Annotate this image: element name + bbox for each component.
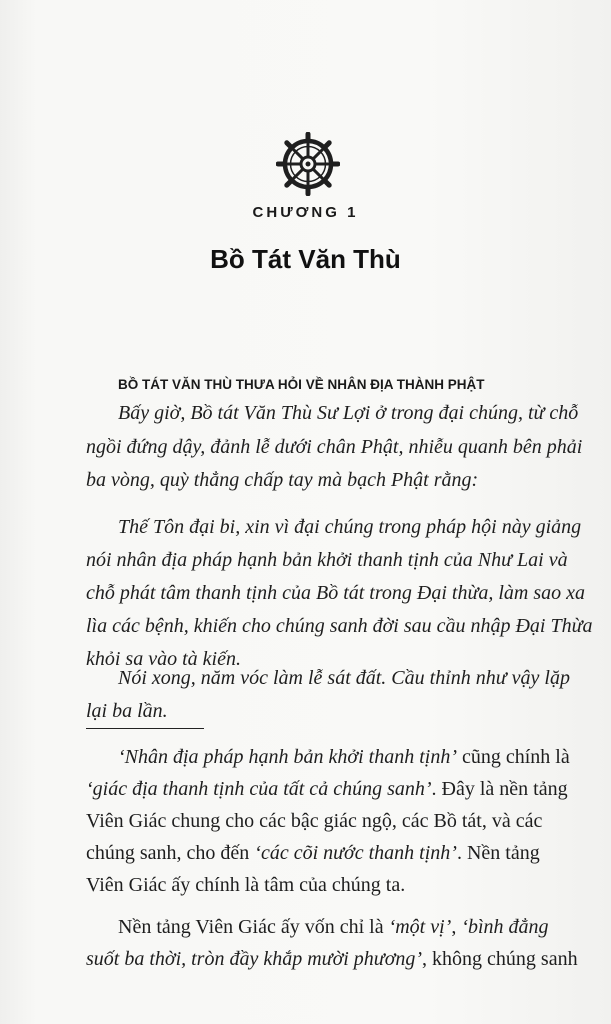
quote: ‘Nhân địa pháp hạnh bản khởi thanh tịnh’ <box>118 746 457 768</box>
text-line: Bấy giờ, Bồ tát Văn Thù Sư Lợi ở trong đại chúng, từ chỗ <box>118 402 579 424</box>
quote: ‘giác địa thanh tịnh của tất cả chúng sanh’ <box>86 778 432 800</box>
text-line: ngồi đứng dậy, đảnh lễ dưới chân Phật, nhiễu quanh bên phải <box>86 436 583 458</box>
section-heading: BỒ TÁT VĂN THÙ THƯA HỎI VỀ NHÂN ĐỊA THÀNH PHẬT <box>118 377 485 392</box>
text-line <box>86 840 540 866</box>
text-line: lại ba lần. <box>86 700 168 722</box>
quote: suốt ba thời, tròn đầy khắp mười phương’ <box>86 948 423 970</box>
text-line: khỏi sa vào tà kiến. <box>86 648 241 670</box>
text-line <box>118 744 570 770</box>
text: . Đây là nền tảng <box>431 778 568 800</box>
chapter-label: CHƯƠNG 1 <box>252 204 359 221</box>
text: . Nền tảng <box>456 842 540 864</box>
text-line <box>86 776 568 802</box>
quote: ‘các cõi nước thanh tịnh’ <box>254 842 457 864</box>
text: , <box>451 916 462 938</box>
text-line <box>86 946 578 972</box>
text-line: Nói xong, năm vóc làm lễ sát đất. Cầu thỉnh như vậy lặp <box>118 667 570 689</box>
text-line: Viên Giác chung cho các bậc giác ngộ, các Bồ tát, và các <box>86 810 543 832</box>
text-line: nói nhân địa pháp hạnh bản khởi thanh tịnh của Như Lai và <box>86 549 568 571</box>
text: , không chúng sanh <box>422 948 578 970</box>
text: chúng sanh, cho đến <box>86 842 255 864</box>
text-line <box>118 914 549 940</box>
dharma-wheel-icon <box>276 132 340 196</box>
text-line: Thế Tôn đại bi, xin vì đại chúng trong pháp hội này giảng <box>118 516 582 538</box>
text-line: lìa các bệnh, khiến cho chúng sanh đời sau cầu nhập Đại Thừa <box>86 615 593 637</box>
text: Nền tảng Viên Giác ấy vốn chỉ là <box>118 916 389 938</box>
text: cũng chính là <box>457 746 570 768</box>
section-divider <box>86 728 204 729</box>
chapter-title: Bồ Tát Văn Thù <box>210 244 401 274</box>
text-line: Viên Giác ấy chính là tâm của chúng ta. <box>86 874 406 896</box>
text-line: ba vòng, quỳ thẳng chấp tay mà bạch Phật rằng: <box>86 469 479 491</box>
quote: ‘bình đẳng <box>461 916 549 938</box>
quote: ‘một vị’ <box>388 916 452 938</box>
text-line: chỗ phát tâm thanh tịnh của Bồ tát trong Đại thừa, làm sao xa <box>86 582 586 604</box>
